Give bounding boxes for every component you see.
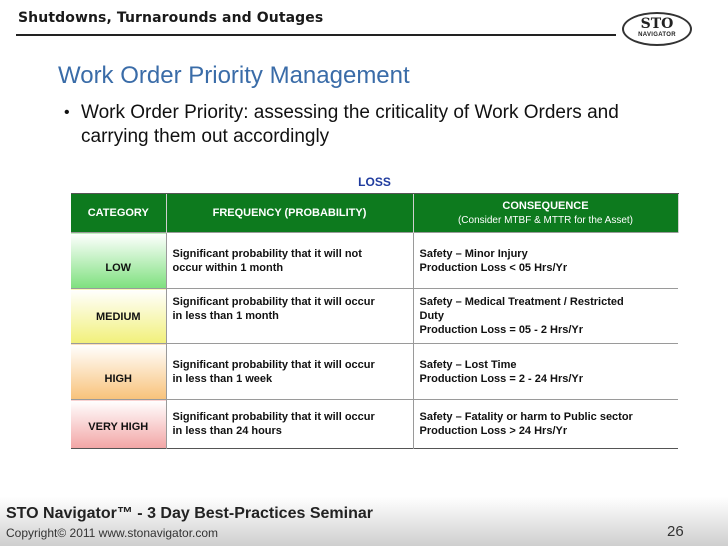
category-column-header: CATEGORY bbox=[71, 194, 166, 233]
consequence-line: Safety – Medical Treatment / Restricted bbox=[419, 296, 624, 308]
category-cell-high: HIGH bbox=[71, 344, 166, 400]
consequence-cell bbox=[413, 233, 678, 289]
slide-title: Work Order Priority Management bbox=[58, 62, 410, 89]
consequence-line: Safety – Minor Injury bbox=[419, 247, 528, 260]
consequence-line: Safety – Fatality or harm to Public sector bbox=[419, 411, 633, 423]
logo-sub-text: NAVIGATOR bbox=[638, 32, 676, 38]
footer-copyright: Copyright© 2011 www.stonavigator.com bbox=[6, 526, 219, 540]
frequency-cell bbox=[166, 400, 413, 449]
frequency-line: in less than 24 hours bbox=[172, 425, 282, 437]
footer-title: STO Navigator™ - 3 Day Best-Practices Seminar bbox=[6, 505, 373, 522]
header-divider bbox=[16, 34, 616, 36]
page-number: 26 bbox=[667, 523, 684, 540]
footer-bar bbox=[0, 497, 728, 546]
consequence-line: Production Loss = 05 - 2 Hrs/Yr bbox=[419, 324, 584, 336]
consequence-header-note: (Consider MTBF & MTTR for the Asset) bbox=[457, 215, 634, 226]
frequency-cell bbox=[166, 233, 413, 289]
frequency-column-header: FREQUENCY (PROBABILITY) bbox=[166, 194, 413, 233]
consequence-line: Safety – Lost Time bbox=[419, 358, 517, 371]
frequency-cell bbox=[166, 344, 413, 400]
consequence-column-header bbox=[413, 194, 678, 233]
loss-header: LOSS bbox=[71, 171, 678, 194]
table-row bbox=[71, 233, 678, 289]
consequence-cell bbox=[413, 289, 678, 344]
sto-navigator-logo bbox=[622, 12, 692, 46]
consequence-header-label: CONSEQUENCE bbox=[502, 200, 589, 212]
header-title: Shutdowns, Turnarounds and Outages bbox=[18, 10, 324, 26]
consequence-line: Duty bbox=[419, 310, 444, 322]
category-cell-low: LOW bbox=[71, 233, 166, 289]
consequence-line: Production Loss = 2 - 24 Hrs/Yr bbox=[419, 372, 584, 385]
frequency-line: in less than 1 week bbox=[172, 372, 273, 385]
consequence-line: Production Loss > 24 Hrs/Yr bbox=[419, 425, 568, 437]
consequence-line: Production Loss < 05 Hrs/Yr bbox=[419, 261, 568, 274]
frequency-line: Significant probability that it will occur bbox=[172, 358, 375, 371]
frequency-line: occur within 1 month bbox=[172, 261, 284, 274]
category-cell-very-high: VERY HIGH bbox=[71, 400, 166, 449]
table-row bbox=[71, 289, 678, 344]
consequence-cell bbox=[413, 344, 678, 400]
frequency-line: Significant probability that it will not bbox=[172, 247, 362, 260]
consequence-cell bbox=[413, 400, 678, 449]
bullet-marker: • bbox=[64, 104, 70, 121]
frequency-line: Significant probability that it will occur bbox=[172, 296, 375, 308]
category-cell-medium: MEDIUM bbox=[71, 289, 166, 344]
priority-table bbox=[71, 171, 679, 449]
frequency-line: in less than 1 month bbox=[172, 310, 279, 322]
frequency-line: Significant probability that it will occur bbox=[172, 411, 375, 423]
frequency-spacer bbox=[173, 323, 407, 337]
table-row bbox=[71, 400, 678, 449]
table-row bbox=[71, 344, 678, 400]
logo-main-text: STO bbox=[640, 16, 674, 32]
frequency-cell bbox=[166, 289, 413, 344]
bullet-text: Work Order Priority: assessing the criticality of Work Orders and carrying them out accordingly bbox=[81, 102, 619, 147]
